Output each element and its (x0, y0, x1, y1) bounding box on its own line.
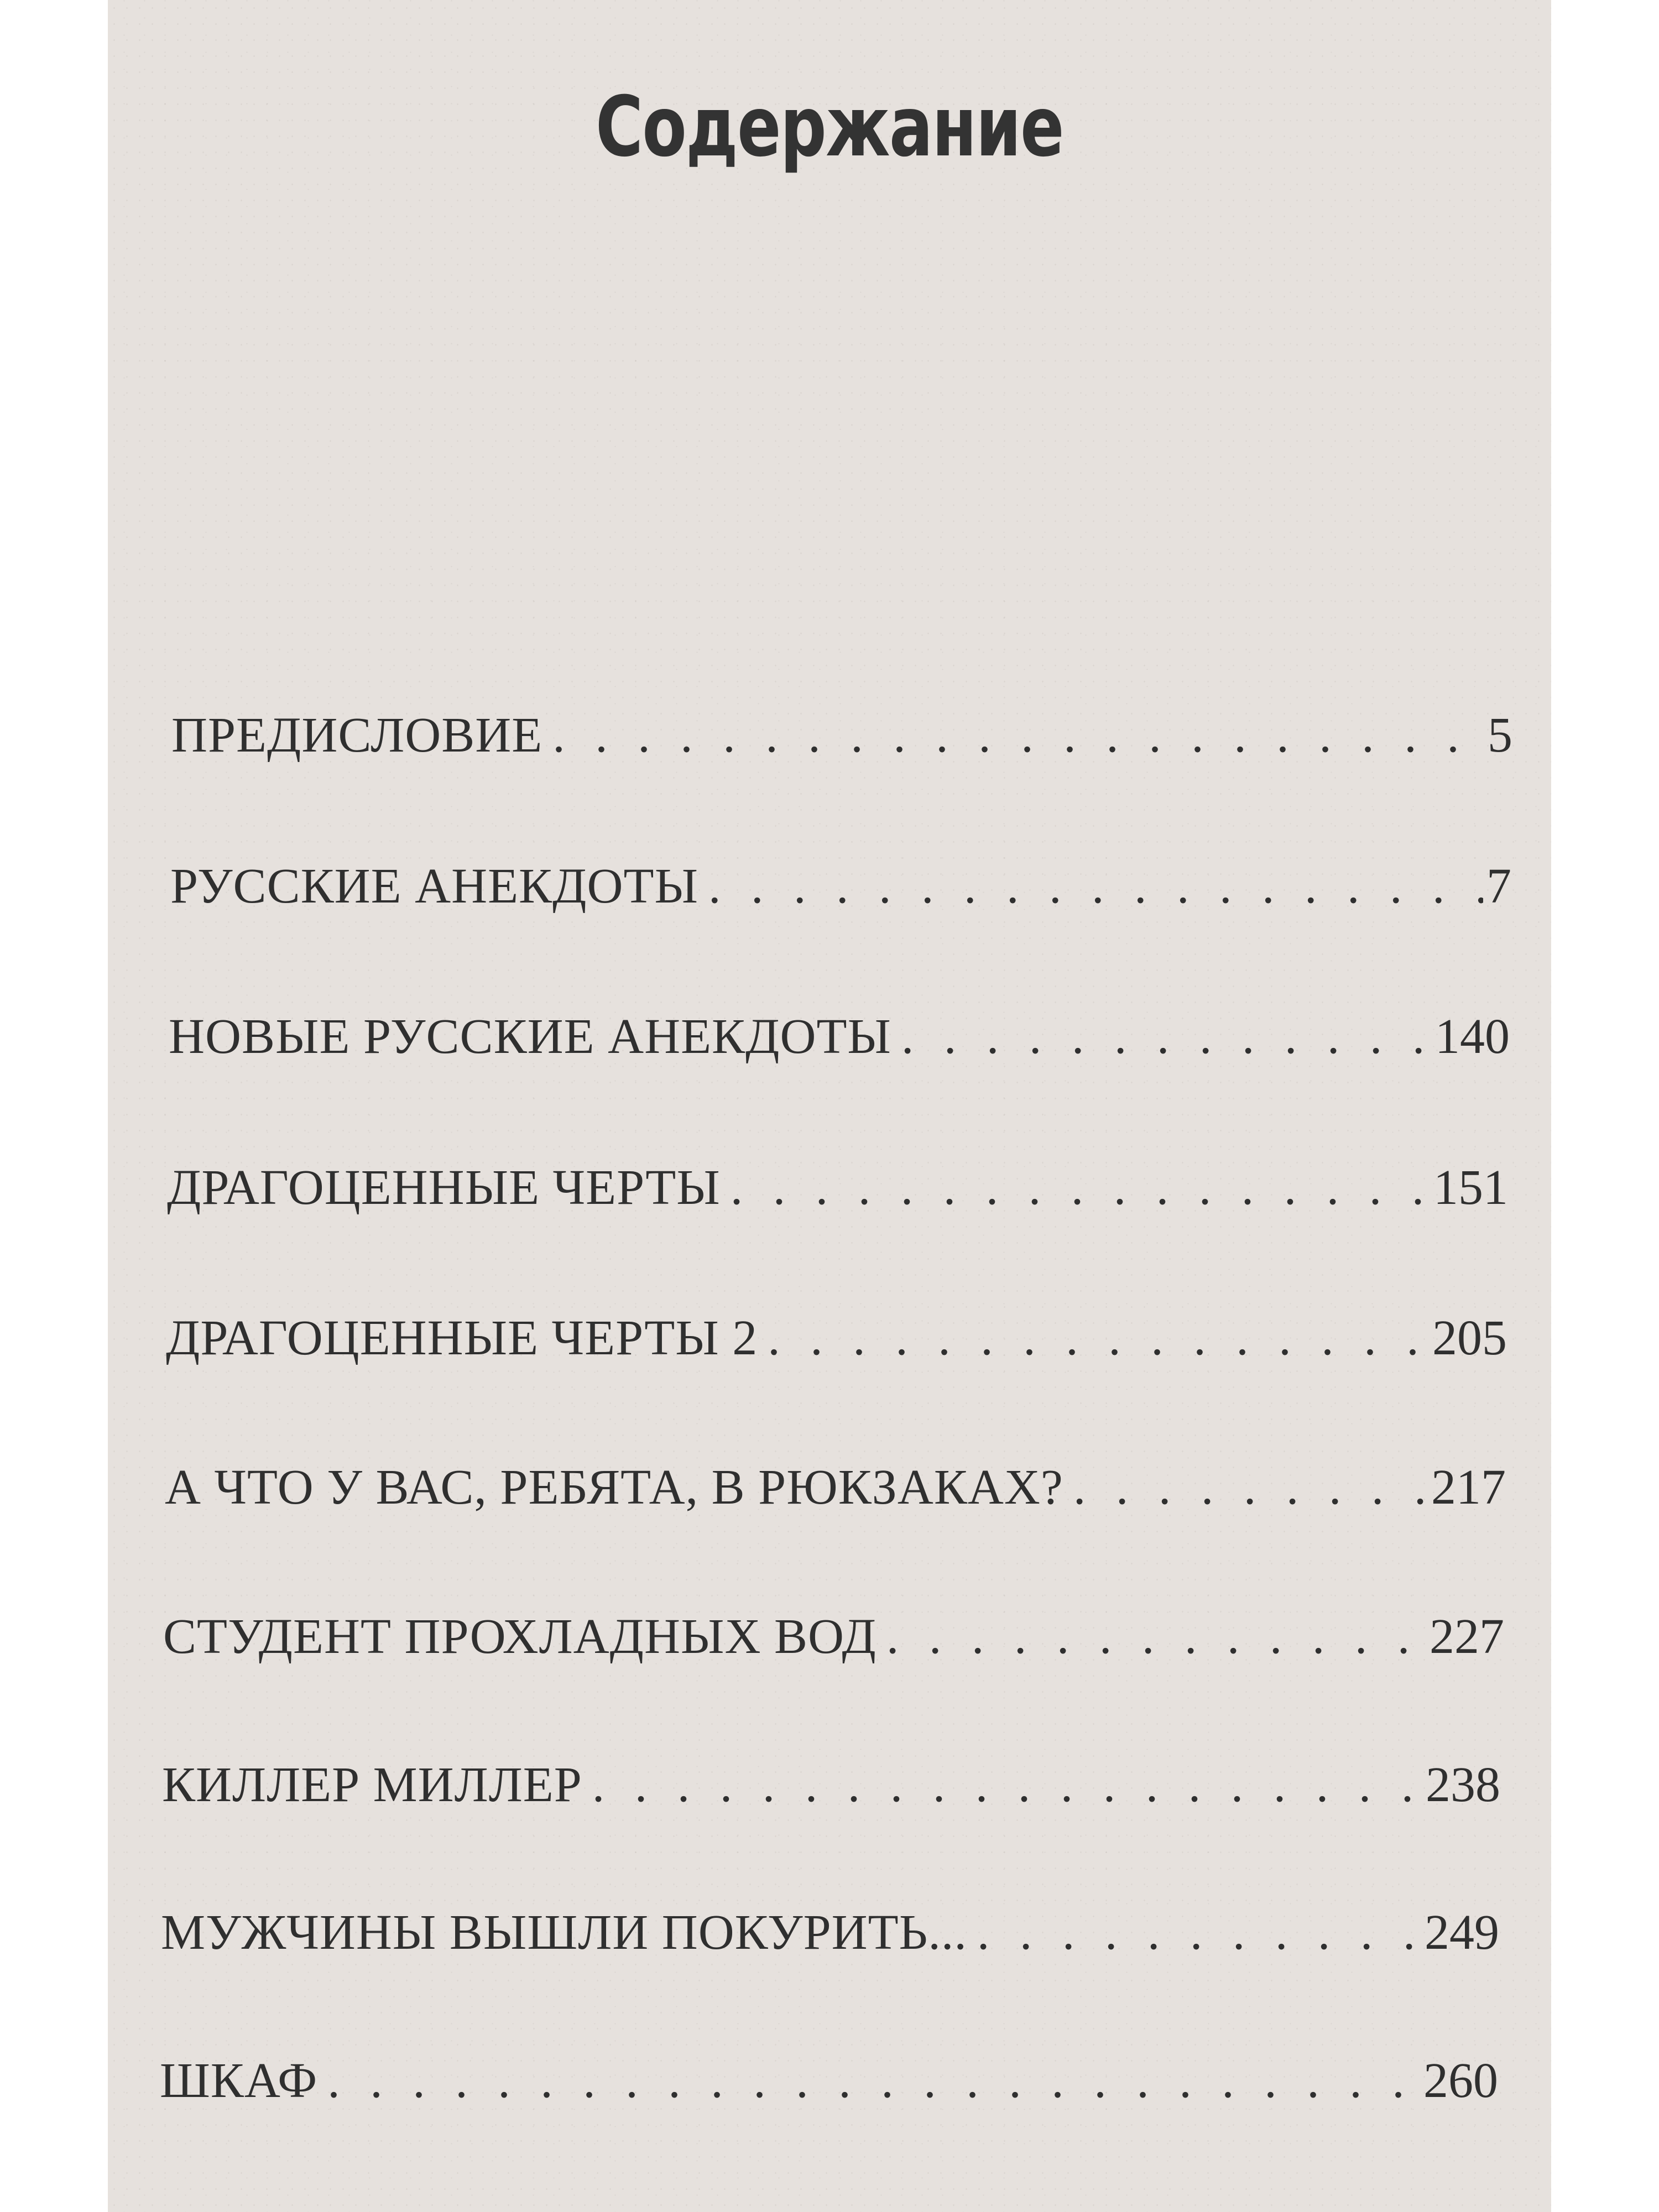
toc-entry-precious-features-2 (166, 1308, 1507, 1369)
toc-entry-label: НОВЫЕ РУССКИЕ АНЕКДОТЫ (169, 1009, 891, 1064)
toc-entry-label: РУССКИЕ АНЕКДОТЫ (170, 859, 698, 914)
toc-entry-label: ДРАГОЦЕННЫЕ ЧЕРТЫ 2 (166, 1311, 758, 1365)
dot-leader (886, 1606, 1426, 1667)
toc-entry-russian-jokes (170, 856, 1511, 917)
toc-entry-label: ШКАФ (160, 2053, 318, 2108)
toc-entry-killer-miller (162, 1755, 1500, 1815)
toc-entry-wardrobe (160, 2051, 1498, 2111)
toc-entry-backpacks (165, 1457, 1506, 1518)
toc-entry-label: КИЛЛЕР МИЛЛЕР (162, 1757, 582, 1812)
toc-entry-student (163, 1606, 1504, 1667)
toc-entry-page: 7 (1486, 859, 1511, 914)
dot-leader (768, 1308, 1429, 1369)
toc-entry-page: 140 (1435, 1009, 1510, 1064)
toc-entry-page: 5 (1488, 708, 1512, 763)
dot-leader (731, 1157, 1430, 1218)
toc-entry-label: А ЧТО У ВАС, РЕБЯТА, В РЮКЗАКАХ? (165, 1460, 1063, 1515)
dot-leader (592, 1755, 1422, 1815)
dot-leader (552, 705, 1484, 766)
toc-entry-label: МУЖЧИНЫ ВЫШЛИ ПОКУРИТЬ... (161, 1905, 967, 1960)
book-page (108, 0, 1551, 2212)
page-title: Содержание (596, 79, 1063, 175)
toc-entry-page: 205 (1432, 1311, 1507, 1365)
dot-leader (327, 2051, 1420, 2111)
toc-entry-label: СТУДЕНТ ПРОХЛАДНЫХ ВОД (163, 1609, 877, 1664)
toc-entry-men-smoke (161, 1902, 1499, 1963)
toc-entry-page: 238 (1426, 1757, 1500, 1812)
toc-entry-preface (171, 705, 1512, 766)
toc-entry-page: 249 (1425, 1905, 1499, 1960)
dot-leader (901, 1006, 1432, 1067)
toc-entry-page: 217 (1431, 1460, 1506, 1515)
dot-leader (708, 856, 1483, 917)
toc-entry-label: ПРЕДИСЛОВИЕ (171, 708, 543, 763)
toc-entry-new-russian-jokes (169, 1006, 1510, 1067)
dot-leader (977, 1902, 1421, 1963)
toc-entry-page: 151 (1433, 1160, 1508, 1215)
toc-entry-precious-features (167, 1157, 1508, 1218)
toc-entry-page: 227 (1430, 1609, 1504, 1664)
dot-leader (1073, 1457, 1428, 1518)
toc-entry-label: ДРАГОЦЕННЫЕ ЧЕРТЫ (167, 1160, 721, 1215)
toc-entry-page: 260 (1423, 2053, 1498, 2108)
